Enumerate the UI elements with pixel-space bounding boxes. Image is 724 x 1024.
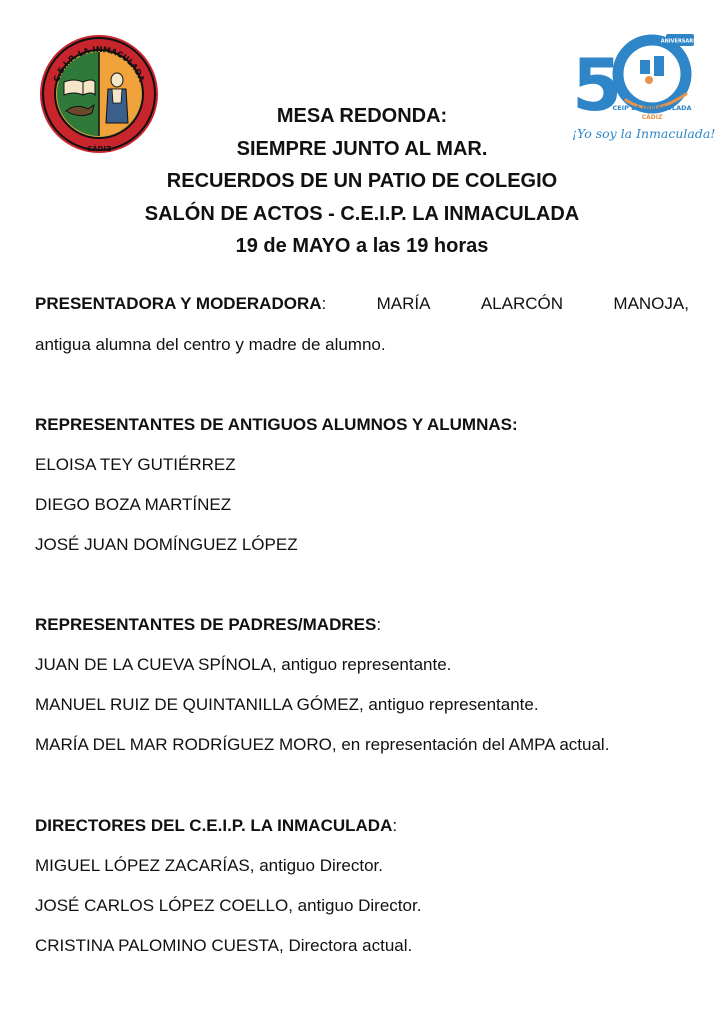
- presenter-name-word: ALARCÓN: [480, 294, 564, 313]
- presenter-continuation: antigua alumna del centro y madre de alumno.: [35, 335, 386, 354]
- parents-item: MANUEL RUIZ DE QUINTANILLA GÓMEZ, antiguo representante.: [35, 695, 539, 714]
- directors-heading: DIRECTORES DEL C.E.I.P. LA INMACULADA: [35, 816, 393, 835]
- event-title: [140, 100, 584, 263]
- title-line-2: SIEMPRE JUNTO AL MAR.: [236, 137, 488, 160]
- title-line-4: SALÓN DE ACTOS - C.E.I.P. LA INMACULADA: [144, 202, 580, 225]
- presenter-label: PRESENTADORA Y MODERADORA: [35, 294, 322, 313]
- presenter-colon: :: [321, 294, 327, 313]
- anniversary-city-text: CÁDIZ: [641, 114, 663, 121]
- title-line-3: RECUERDOS DE UN PATIO DE COLEGIO: [166, 170, 558, 192]
- anniversary-slogan: ¡Yo soy la Inmaculada!: [572, 126, 716, 141]
- anniversary-logo: [568, 30, 716, 150]
- parents-item: JUAN DE LA CUEVA SPÍNOLA, antiguo representante.: [35, 655, 452, 674]
- parents-colon: :: [376, 615, 382, 634]
- alumni-item: JOSÉ JUAN DOMÍNGUEZ LÓPEZ: [35, 535, 298, 554]
- parents-heading: REPRESENTANTES DE PADRES/MADRES: [35, 615, 377, 634]
- anniversary-ribbon-text: ANIVERSARIO: [660, 38, 696, 45]
- parents-item: MARÍA DEL MAR RODRÍGUEZ MORO, en representación del AMPA actual.: [35, 735, 610, 754]
- parents-heading-line: [35, 615, 381, 635]
- directors-colon: :: [392, 816, 398, 835]
- title-line-1: MESA REDONDA:: [276, 105, 448, 127]
- presenter-name-word: MANOJA,: [613, 294, 689, 313]
- directors-heading-line: [35, 816, 397, 836]
- presenter-line: [35, 294, 689, 314]
- number-five-glyph: 5: [572, 43, 623, 126]
- directors-item: JOSÉ CARLOS LÓPEZ COELLO, antiguo Director.: [35, 896, 422, 915]
- directors-item: CRISTINA PALOMINO CUESTA, Directora actual.: [35, 936, 413, 955]
- alumni-item: ELOISA TEY GUTIÉRREZ: [35, 455, 236, 474]
- alumni-item: DIEGO BOZA MARTÍNEZ: [35, 495, 232, 514]
- anniversary-50-emblem: [568, 30, 696, 126]
- alumni-heading: REPRESENTANTES DE ANTIGUOS ALUMNOS Y ALUMNAS:: [35, 415, 518, 434]
- crest-arc-top-text: C.E.I.P. LA INMACULADA: [51, 44, 147, 84]
- directors-item: MIGUEL LÓPEZ ZACARÍAS, antiguo Director.: [35, 856, 383, 875]
- presenter-name-word: MARÍA: [376, 294, 431, 313]
- anniversary-school-text: CEIP LA INMACULADA: [612, 104, 692, 112]
- crest-arc-bottom-text: CÁDIZ: [86, 145, 112, 153]
- title-line-5: 19 de MAYO a las 19 horas: [235, 235, 489, 257]
